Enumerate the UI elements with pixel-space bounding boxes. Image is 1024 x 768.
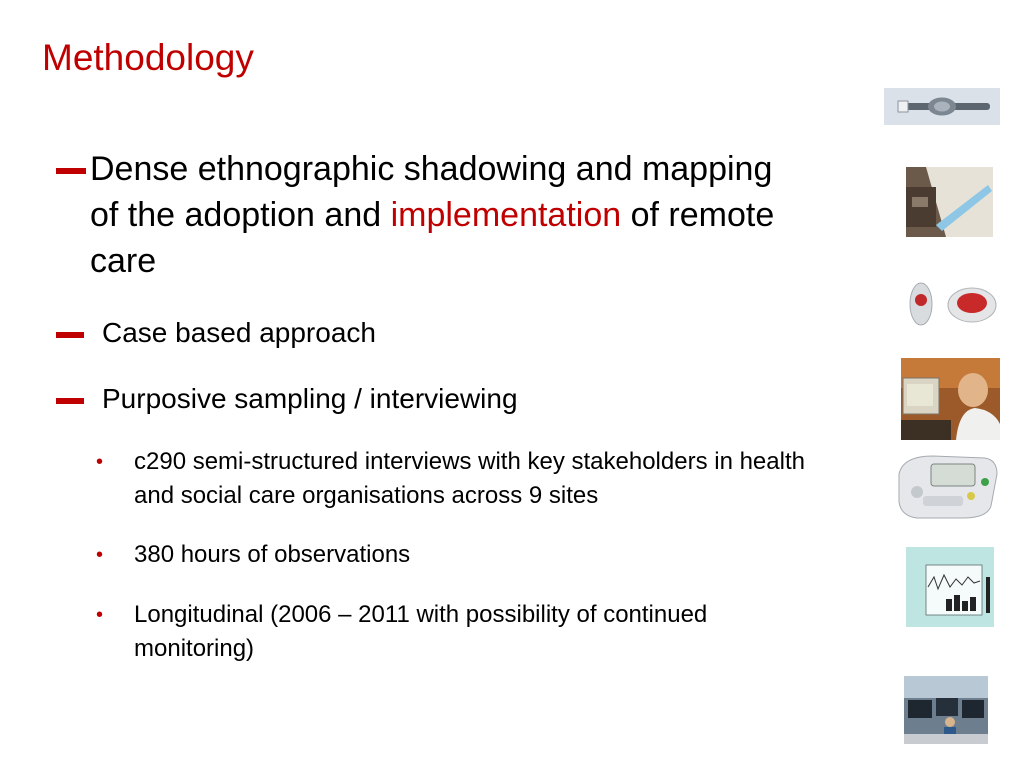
sub-point-3-text: Longitudinal (2006 – 2011 with possibility of continued monitoring) bbox=[134, 601, 708, 662]
main-point-1 bbox=[56, 146, 786, 284]
wristband-alarm-photo bbox=[884, 88, 1000, 125]
main-point-1-text-start: Dense ethnographic shadowing and mapping of the adoption and bbox=[90, 150, 773, 234]
main-point-3 bbox=[56, 381, 786, 417]
telehealth-monitor-device-photo bbox=[893, 452, 1000, 523]
red-dash-marker bbox=[56, 332, 84, 338]
main-point-1-text bbox=[90, 146, 786, 284]
bullet-dot: • bbox=[96, 604, 104, 626]
bullet-dot: • bbox=[96, 544, 104, 566]
man-at-monitoring-desk-photo bbox=[901, 358, 1000, 440]
sub-point-1-text: c290 semi-structured interviews with key stakeholders in health and social care organisations across 9 sites bbox=[134, 448, 805, 509]
red-dash-marker bbox=[56, 168, 86, 174]
slide-title: Methodology bbox=[42, 37, 254, 78]
main-point-1-highlight: implementation bbox=[390, 196, 622, 234]
main-point-2-text: Case based approach bbox=[102, 317, 376, 348]
sub-point-3 bbox=[96, 598, 826, 666]
call-centre-operators-photo bbox=[904, 676, 988, 744]
sub-point-1 bbox=[96, 445, 826, 513]
sleep-activity-chart-image bbox=[906, 547, 994, 627]
red-dash-marker bbox=[56, 398, 84, 404]
sub-point-2-text: 380 hours of observations bbox=[134, 541, 411, 568]
main-point-1-text-end: of remote care bbox=[90, 196, 775, 280]
main-point-3-text: Purposive sampling / interviewing bbox=[102, 383, 518, 414]
bed-sensor-mat-photo bbox=[906, 167, 993, 237]
main-point-2 bbox=[56, 315, 786, 351]
pendant-alarm-buttons-photo bbox=[905, 281, 997, 327]
sub-point-2 bbox=[96, 538, 826, 572]
bullet-dot: • bbox=[96, 451, 104, 473]
